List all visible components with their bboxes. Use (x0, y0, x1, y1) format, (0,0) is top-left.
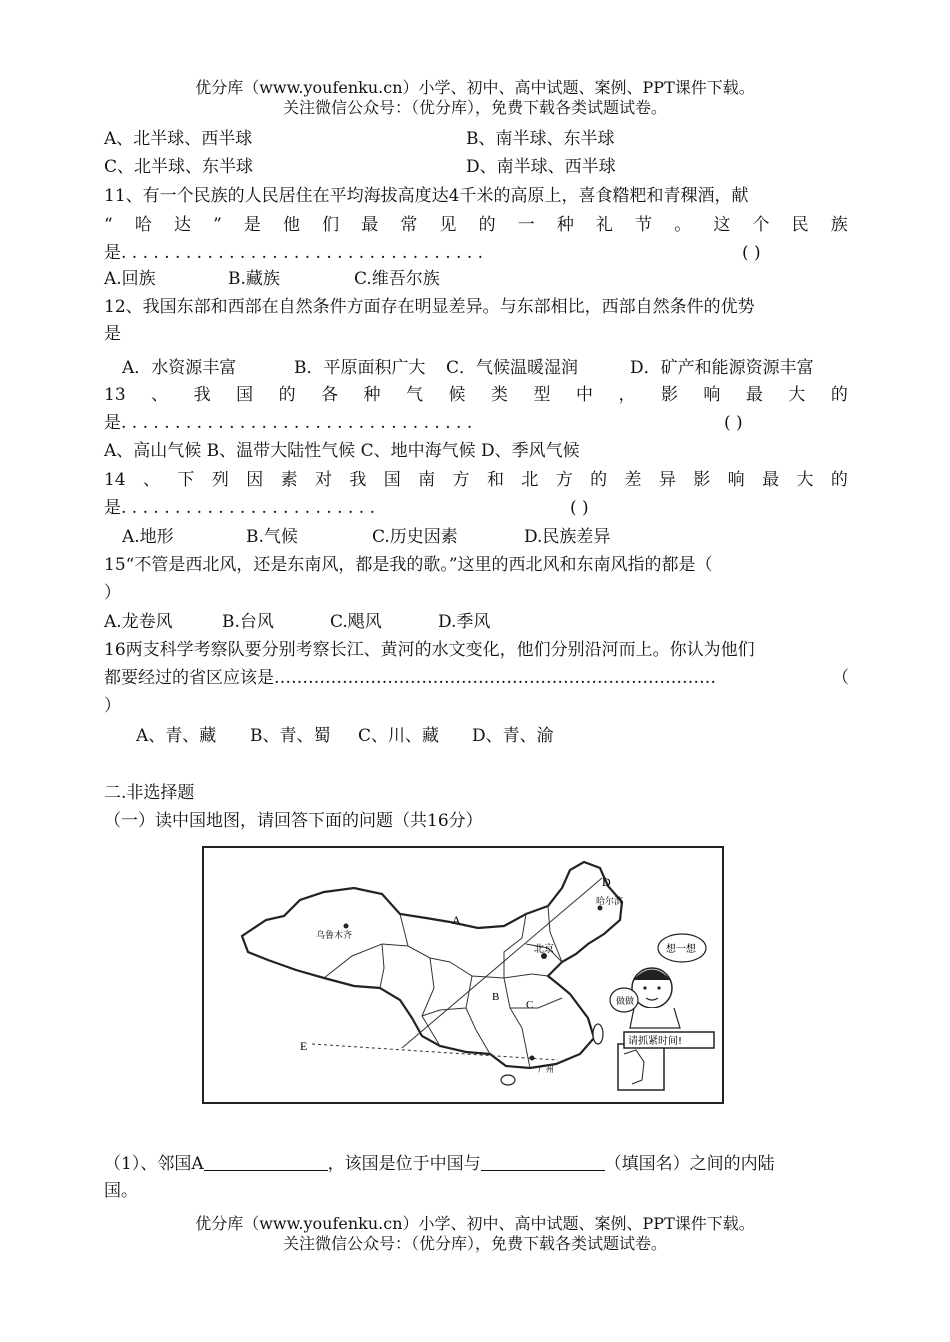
q11-option-b: B.藏族 (228, 269, 280, 289)
label-harbin: 哈尔滨 (596, 897, 624, 907)
taiwan-island (593, 1024, 603, 1044)
q10-option-a: A、北半球、西半球 (104, 129, 253, 149)
q11-char: 最 (361, 215, 379, 235)
china-map-svg (204, 848, 722, 1102)
q13-char: 国 (236, 385, 254, 405)
q14-char: 14 (104, 470, 126, 490)
q11-char: 礼 (596, 215, 614, 235)
q14-option-a: A.地形 (122, 527, 174, 547)
q13-char: 种 (363, 385, 381, 405)
label-bubble1: 想一想 (666, 944, 696, 955)
q1-line1 (104, 1152, 775, 1175)
q13-char: 影 (660, 385, 678, 405)
q14-answer-paren: ( ) (570, 498, 589, 518)
q15-option-d: D.季风 (438, 612, 491, 632)
q11-stem-line2 (104, 214, 848, 236)
q12-stem-line2: 是 (104, 324, 121, 344)
q14-option-b: B.气候 (246, 527, 298, 547)
boy-body (630, 1008, 680, 1028)
q11-char: 常 (400, 215, 418, 235)
label-b: B (492, 991, 500, 1003)
guangzhou-marker (530, 1056, 535, 1061)
q15-option-b: B.台风 (222, 612, 274, 632)
q11-char: 个 (752, 215, 770, 235)
q12-option-c: C．气候温暖湿润 (446, 358, 579, 378)
q15-stem-line2: ） (104, 583, 121, 603)
q1-blank-country[interactable] (481, 1152, 605, 1171)
q14-char: 和 (486, 470, 504, 490)
q16-stem-line1: 16两支科学考察队要分别考察长江、黄河的水文变化，他们分别沿河而上。你认为他们 (104, 640, 755, 660)
q11-char: 的 (478, 215, 496, 235)
q11-char: 。 (674, 215, 692, 235)
q14-char: 差 (624, 470, 642, 490)
header-line-2: 关注微信公众号：（优分库），免费下载各类试题试卷。 (282, 98, 667, 117)
label-clock-sign: 请抓紧时间! (628, 1036, 683, 1047)
urumqi-marker (344, 924, 349, 929)
label-a: A (452, 913, 461, 927)
q11-stem-line1: 11、有一个民族的人民居住在平均海拔高度达4千米的高原上，喜食糌粑和青稞酒，献 (104, 186, 749, 206)
boy-hair (634, 970, 670, 980)
q1-blank-a[interactable] (204, 1152, 328, 1171)
q16-paren-open: （ (832, 668, 849, 688)
label-urumqi: 乌鲁木齐 (316, 931, 353, 941)
label-bubble2: 做做 (616, 997, 635, 1007)
boy-eye-left (643, 986, 646, 989)
china-outline (242, 862, 622, 1068)
q14-char: 的 (830, 470, 848, 490)
q11-char: ” (213, 215, 222, 235)
q10-option-c: C、北半球、东半球 (104, 157, 254, 177)
q13-char: 中 (575, 385, 593, 405)
q12-option-d: D．矿产和能源资源丰富 (630, 358, 814, 378)
q11-char: 他 (283, 215, 301, 235)
q14-char: 下 (177, 470, 195, 490)
q13-char: 气 (406, 385, 424, 405)
q16-option-d: D、青、渝 (472, 726, 554, 746)
q12-option-b: B．平原面积广大 (294, 358, 426, 378)
q13-char: 的 (278, 385, 296, 405)
q11-option-a: A.回族 (104, 269, 156, 289)
q11-char: 一 (517, 215, 535, 235)
q11-char: 是 (243, 215, 261, 235)
q14-char: 因 (246, 470, 264, 490)
q14-stem-line1 (104, 469, 848, 491)
q11-char: 节 (635, 215, 653, 235)
q14-char: 国 (383, 470, 401, 490)
q11-char: 见 (439, 215, 457, 235)
q14-char: 大 (796, 470, 814, 490)
q1-prefix: （1）、邻国A (104, 1154, 204, 1174)
china-map-figure (202, 846, 724, 1104)
q11-char: 族 (830, 215, 848, 235)
q13-char: 、 (151, 385, 169, 405)
q13-char: 型 (533, 385, 551, 405)
q13-char: 类 (491, 385, 508, 405)
q14-char: 最 (762, 470, 780, 490)
q14-char: 响 (727, 470, 745, 490)
label-c: C (526, 999, 534, 1011)
q12-option-a: A．水资源丰富 (122, 358, 237, 378)
q14-char: 的 (590, 470, 608, 490)
label-beijing: 北京 (534, 944, 554, 955)
q14-char: 影 (693, 470, 711, 490)
q14-char: 方 (555, 470, 573, 490)
q10-option-d: D、南半球、西半球 (466, 157, 616, 177)
q13-char: 大 (788, 385, 806, 405)
south-china-sea-inset (618, 1044, 664, 1090)
boy-eye-right (657, 986, 660, 989)
q13-char: ， (618, 385, 636, 405)
q13-char: 各 (321, 385, 339, 405)
label-d: D (602, 875, 611, 889)
q14-char: 对 (314, 470, 332, 490)
q16-stem-line3: ） (104, 696, 121, 716)
q1-suffix: （填国名）之间的内陆 (604, 1154, 775, 1174)
q11-char: 种 (556, 215, 574, 235)
q10-option-b: B、南半球、东半球 (466, 129, 615, 149)
q13-char: 我 (193, 385, 211, 405)
footer-line-2: 关注微信公众号：（优分库），免费下载各类试题试卷。 (282, 1234, 667, 1253)
q11-stem-line3: 是. . . . . . . . . . . . . . . . . . . . . . . . . . . . . . . . . . (104, 243, 484, 263)
q14-char: 列 (211, 470, 229, 490)
q11-char: 这 (713, 215, 731, 235)
q1-line2: 国。 (104, 1181, 138, 1201)
q14-char: 、 (143, 470, 161, 490)
q13-options: A、高山气候 B、温带大陆性气候 C、地中海气候 D、季风气候 (104, 441, 580, 461)
q1-mid: ，该国是位于中国与 (327, 1154, 481, 1174)
q13-char: 响 (703, 385, 721, 405)
q14-char: 北 (521, 470, 539, 490)
q11-answer-paren: ( ) (742, 243, 761, 263)
q13-char: 13 (104, 385, 126, 405)
q15-option-a: A.龙卷风 (104, 612, 173, 632)
q16-stem-line2: 都要经过的省区应该是…………………………………………………………………… (104, 668, 716, 688)
q13-stem-line1 (104, 384, 848, 406)
part-title: （一）读中国地图，请回答下面的问题（共16分） (104, 811, 483, 831)
q14-char: 南 (418, 470, 436, 490)
section-title: 二.非选择题 (104, 783, 195, 803)
q11-char: 哈 (134, 215, 152, 235)
q13-answer-paren: ( ) (724, 413, 743, 433)
q14-char: 方 (452, 470, 470, 490)
q11-option-c: C.维吾尔族 (354, 269, 440, 289)
q14-option-c: C.历史因素 (372, 527, 458, 547)
hainan-island (501, 1075, 515, 1085)
q14-option-d: D.民族差异 (524, 527, 611, 547)
q14-char: 我 (349, 470, 367, 490)
q13-char: 候 (448, 385, 466, 405)
q15-option-c: C.飓风 (330, 612, 382, 632)
q16-option-a: A、青、藏 (136, 726, 217, 746)
q11-char: 达 (173, 215, 191, 235)
q13-char: 最 (745, 385, 763, 405)
q16-option-c: C、川、藏 (358, 726, 440, 746)
q13-char: 的 (830, 385, 848, 405)
label-guangzhou: 广州 (538, 1065, 554, 1074)
q13-stem-line2: 是. . . . . . . . . . . . . . . . . . . . . . . . . . . . . . . . . (104, 413, 473, 433)
label-e: E (300, 1039, 308, 1053)
q11-char: 民 (791, 215, 809, 235)
q12-stem-line1: 12、我国东部和西部在自然条件方面存在明显差异。与东部相比，西部自然条件的优势 (104, 297, 755, 317)
q14-char: 异 (658, 470, 676, 490)
header-line-1: 优分库（www.youfenku.cn）小学、初中、高中试题、案例、PPT课件下载。 (195, 78, 755, 97)
q14-stem-line2: 是. . . . . . . . . . . . . . . . . . . . . . . . (104, 498, 375, 518)
q15-stem-line1: 15“不管是西北风，还是东南风，都是我的歌。”这里的西北风和东南风指的都是（ (104, 555, 713, 575)
q11-char: “ (104, 215, 113, 235)
q11-char: 们 (322, 215, 340, 235)
q16-option-b: B、青、蜀 (250, 726, 331, 746)
footer-line-1: 优分库（www.youfenku.cn）小学、初中、高中试题、案例、PPT课件下载。 (195, 1214, 755, 1233)
q14-char: 素 (280, 470, 298, 490)
